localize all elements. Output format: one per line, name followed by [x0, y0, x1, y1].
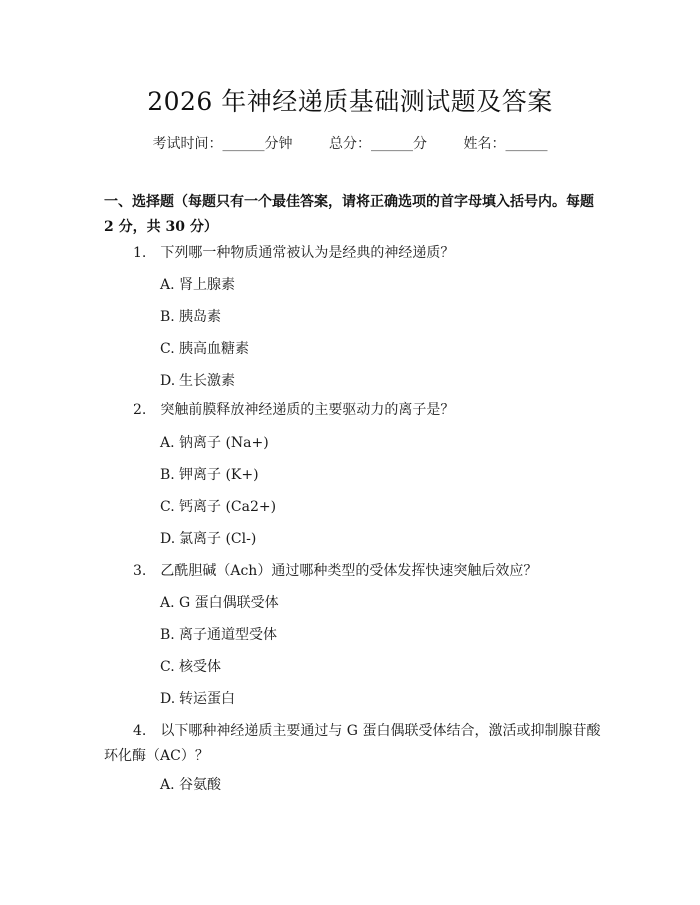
- option-text: 转运蛋白: [179, 691, 235, 707]
- option-text: G 蛋白偶联受体: [179, 595, 279, 611]
- option-2b: [160, 465, 259, 485]
- option-3b: [160, 625, 277, 645]
- option-letter: A.: [160, 435, 175, 451]
- option-letter: D.: [160, 691, 176, 707]
- option-3c: [160, 657, 221, 677]
- option-letter: A.: [160, 277, 175, 293]
- document-title: 2026 年神经递质基础测试题及答案: [147, 87, 553, 116]
- option-1c: [160, 339, 249, 359]
- option-3a: [160, 593, 279, 613]
- option-letter: C.: [160, 341, 175, 357]
- option-text: 离子通道型受体: [179, 627, 277, 643]
- option-1a: [160, 275, 235, 295]
- option-text: 肾上腺素: [179, 277, 235, 293]
- question-number: 1.: [133, 245, 147, 261]
- option-text: 胰高血糖素: [179, 341, 249, 357]
- option-letter: C.: [160, 659, 175, 675]
- option-1b: [160, 307, 221, 327]
- option-letter: C.: [160, 499, 175, 515]
- option-text: 氯离子 (Cl-): [179, 531, 257, 547]
- question-4: [104, 719, 604, 769]
- question-number: 2.: [133, 402, 147, 418]
- section-heading: 一、选择题（每题只有一个最佳答案，请将正确选项的首字母填入括号内。每题 2 分，共 30 分）: [104, 194, 594, 235]
- option-2c: [160, 497, 276, 517]
- option-text: 核受体: [179, 659, 221, 675]
- question-text: 以下哪种神经递质主要通过与 G 蛋白偶联受体结合，激活或抑制腺苷酸环化酶（AC）？: [104, 723, 601, 764]
- option-letter: B.: [160, 309, 175, 325]
- option-1d: [160, 371, 235, 391]
- option-text: 胰岛素: [179, 309, 221, 325]
- question-2: [133, 398, 603, 423]
- total-score-field: 总分：______分: [329, 136, 427, 152]
- option-letter: B.: [160, 627, 175, 643]
- question-text: 突触前膜释放神经递质的主要驱动力的离子是？: [160, 402, 455, 418]
- option-4a: [160, 775, 221, 795]
- exam-time-field: 考试时间：______分钟: [152, 136, 293, 152]
- question-text: 下列哪一种物质通常被认为是经典的神经递质？: [160, 245, 455, 261]
- option-letter: A.: [160, 595, 175, 611]
- option-text: 生长激素: [179, 373, 235, 389]
- student-name-field: 姓名：______: [463, 136, 548, 152]
- question-1: [133, 241, 603, 266]
- option-3d: [160, 689, 235, 709]
- option-text: 钠离子 (Na+): [179, 435, 269, 451]
- question-3: [133, 559, 603, 584]
- option-2a: [160, 433, 269, 453]
- question-number: 3.: [133, 563, 147, 579]
- option-letter: B.: [160, 467, 175, 483]
- option-2d: [160, 529, 256, 549]
- exam-info-line: [0, 133, 700, 153]
- question-number: 4.: [133, 723, 147, 739]
- option-text: 钙离子 (Ca2+): [179, 499, 277, 515]
- option-letter: D.: [160, 531, 176, 547]
- option-letter: A.: [160, 777, 175, 793]
- option-text: 钾离子 (K+): [179, 467, 259, 483]
- option-letter: D.: [160, 373, 176, 389]
- option-text: 谷氨酸: [179, 777, 221, 793]
- question-text: 乙酰胆碱（Ach）通过哪种类型的受体发挥快速突触后效应？: [160, 563, 538, 579]
